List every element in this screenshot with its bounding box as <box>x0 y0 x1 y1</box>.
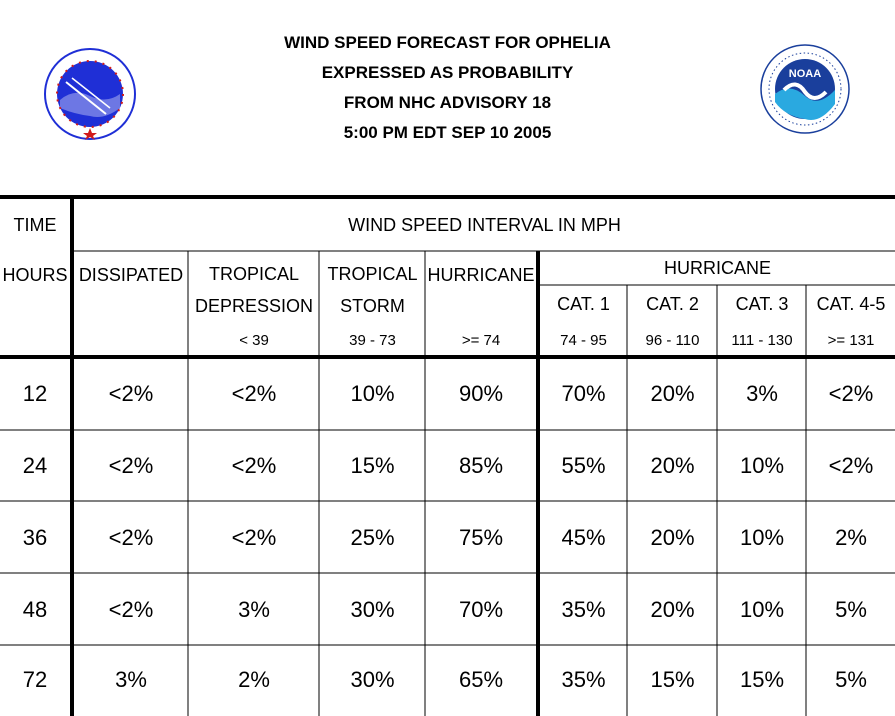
table-cell-hours: 48 <box>22 596 48 622</box>
table-cell-cat3: 3% <box>746 381 778 406</box>
table-cell-cat1: 70% <box>561 381 606 406</box>
header-td-range: < 39 <box>239 331 269 349</box>
table-cell-hours: 24 <box>22 453 48 478</box>
header-cat45-range: >= 131 <box>827 331 875 349</box>
table-cell-dissipated: <2% <box>108 453 154 478</box>
header-time: TIME <box>13 214 57 235</box>
title-line-3: FROM NHC ADVISORY 18 <box>343 93 552 112</box>
table-cell-cat45: 2% <box>835 524 867 550</box>
header-hurricane-range: >= 74 <box>461 331 501 349</box>
table-cell-td: 2% <box>238 667 270 692</box>
table-cell-hurricane: 70% <box>458 596 504 622</box>
table-cell-cat2: 20% <box>650 453 695 478</box>
table-cell-cat2: 20% <box>650 381 695 406</box>
table-cell-dissipated: <2% <box>108 524 154 550</box>
title-line-1: WIND SPEED FORECAST FOR OPHELIA <box>284 33 611 52</box>
table-cell-cat45: <2% <box>828 453 874 478</box>
header-cat45: CAT. 4-5 <box>816 293 886 314</box>
header-ts-line2: STORM <box>340 295 405 316</box>
title-line-2: EXPRESSED AS PROBABILITY <box>321 63 574 82</box>
table-cell-hurricane: 65% <box>458 667 504 692</box>
header-dissipated: DISSIPATED <box>78 264 184 285</box>
table-cell-cat3: 15% <box>739 667 785 692</box>
header-cat3-range: 111 - 130 <box>731 331 793 349</box>
table-cell-ts: 25% <box>350 524 395 550</box>
table-cell-cat1: 35% <box>561 667 606 692</box>
table-cell-td: <2% <box>231 381 277 406</box>
header-hours: HOURS <box>2 264 68 285</box>
table-cell-cat3: 10% <box>739 453 785 478</box>
header-td-line1: TROPICAL <box>208 263 300 284</box>
table-cell-cat2: 20% <box>650 524 695 550</box>
table-cell-dissipated: <2% <box>108 381 154 406</box>
table-cell-cat1: 55% <box>561 453 606 478</box>
header-ts-line1: TROPICAL <box>327 263 418 284</box>
header-cat3: CAT. 3 <box>735 293 789 314</box>
table-cell-ts: 10% <box>350 381 395 406</box>
table-cell-cat2: 20% <box>650 596 695 622</box>
table-cell-cat2: 15% <box>650 667 695 692</box>
table-cell-hours: 12 <box>22 381 48 406</box>
header-cat2: CAT. 2 <box>646 293 699 314</box>
table-cell-td: <2% <box>231 453 277 478</box>
header-cat1: CAT. 1 <box>557 293 610 314</box>
table-cell-hours: 36 <box>22 524 48 550</box>
table-cell-ts: 30% <box>350 667 395 692</box>
table-cell-cat3: 10% <box>739 596 785 622</box>
header-interval: WIND SPEED INTERVAL IN MPH <box>348 214 621 235</box>
table-cell-hurricane: 85% <box>458 453 504 478</box>
header-hurricane-group: HURRICANE <box>663 257 771 278</box>
table-cell-hours: 72 <box>22 667 48 692</box>
table-cell-td: 3% <box>238 596 270 622</box>
table-cell-ts: 15% <box>350 453 395 478</box>
table-cell-hurricane: 90% <box>458 381 504 406</box>
header-ts-range: 39 - 73 <box>349 331 396 349</box>
table-cell-dissipated: 3% <box>115 667 147 692</box>
header-hurricane: HURRICANE <box>427 264 535 285</box>
header-cat2-range: 96 - 110 <box>645 331 700 349</box>
table-cell-cat3: 10% <box>739 524 785 550</box>
table-cell-cat45: 5% <box>835 667 867 692</box>
table-cell-td: <2% <box>231 524 277 550</box>
header-cat1-range: 74 - 95 <box>560 331 607 349</box>
table-cell-ts: 30% <box>350 596 395 622</box>
table-cell-cat1: 35% <box>561 596 606 622</box>
table-cell-cat45: 5% <box>835 596 867 622</box>
noaa-logo-text: NOAA <box>788 68 822 80</box>
header-td-line2: DEPRESSION <box>194 295 314 316</box>
table-cell-cat1: 45% <box>561 524 606 550</box>
title-line-4: 5:00 PM EDT SEP 10 2005 <box>343 123 552 142</box>
table-cell-dissipated: <2% <box>108 596 154 622</box>
table-cell-cat45: <2% <box>828 381 874 406</box>
table-cell-hurricane: 75% <box>458 524 504 550</box>
